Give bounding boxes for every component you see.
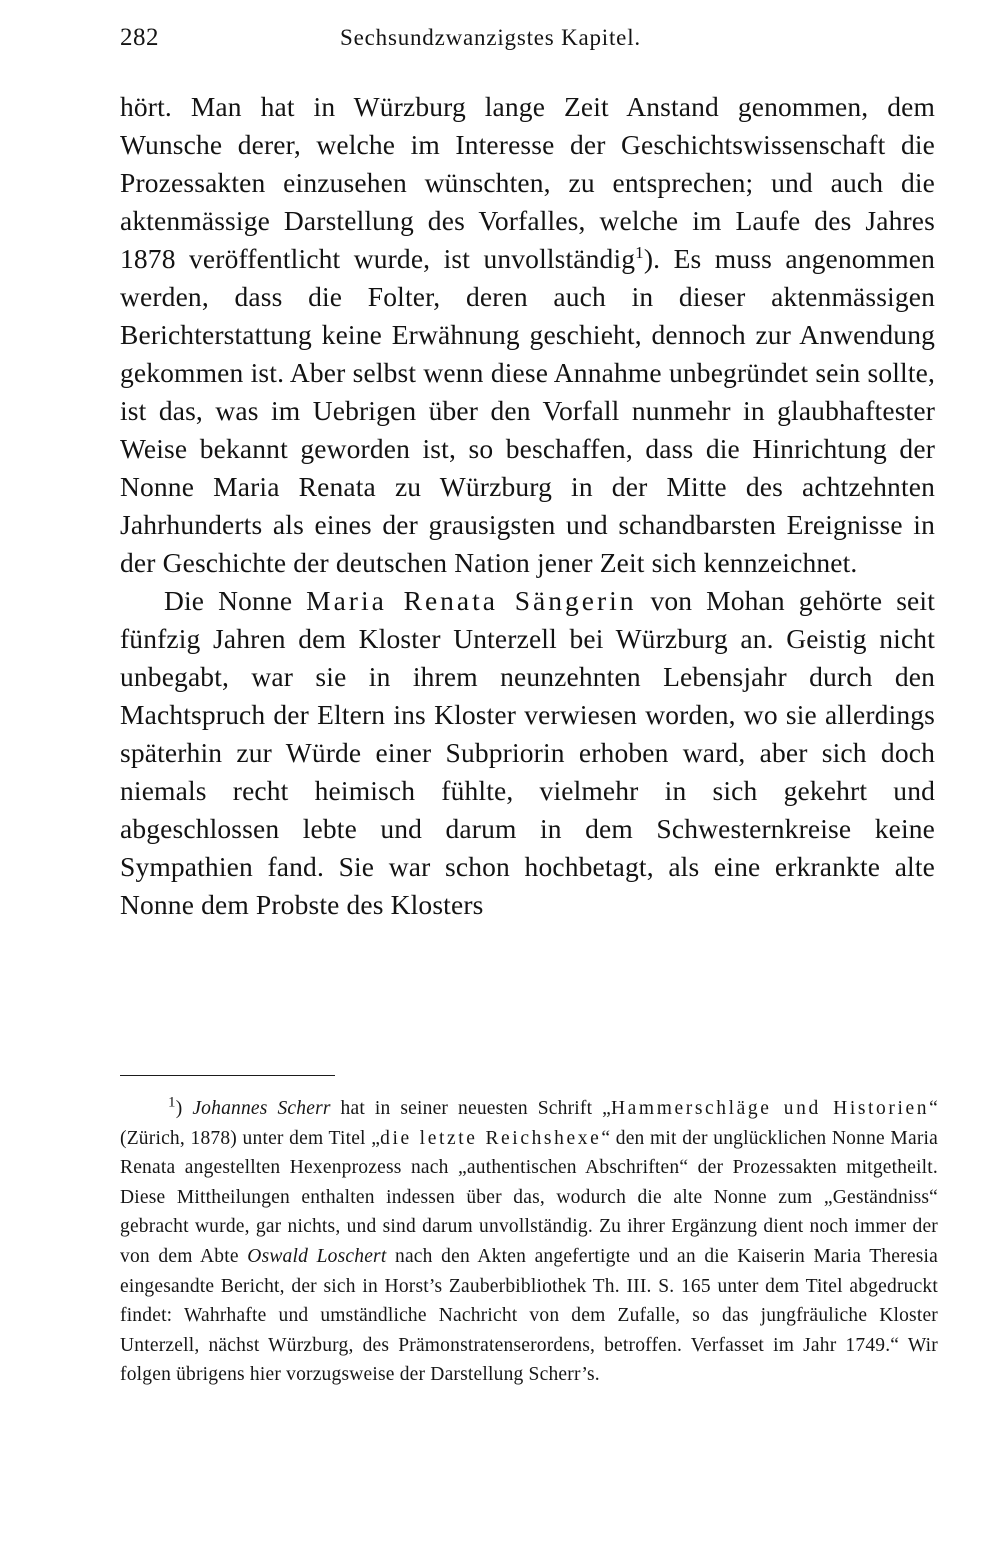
footnote-1 <box>120 1094 938 1390</box>
body-text <box>120 88 935 924</box>
footnote-paren: ) <box>175 1098 193 1119</box>
footnote-text-3: “ den mit der unglücklichen Nonne Maria Renata angestellten Hexenprozess nach „authentischen Abschriften“ der Prozessakten mitgetheilt. Diese Mittheilungen enthalten indessen über das, wodurch die alte Nonne zum „Geständniss“ gebracht wurde, gar nichts, und sind darum unvollständig. Zu ihrer Ergänzung dient noch immer der von dem Abte <box>120 1127 938 1267</box>
paragraph-2-lead: Die Nonne <box>164 585 307 616</box>
nun-name: Maria Renata Sängerin <box>306 585 637 616</box>
footnote-work-title: Hammerschläge und Historien <box>611 1098 930 1119</box>
paragraph-2-rest: von Mohan gehörte seit fünfzig Jahren dem Kloster Unterzell bei Würzburg an. Geistig nicht unbegabt, war sie in ihrem neunzehnten Lebensjahr durch den Machtspruch der Eltern ins Kloster verwiesen worden, wo sie allerdings späterhin zur Würde einer Subpriorin erhoben ward, aber sich doch niemals recht heimisch fühlte, vielmehr in sich gekehrt und abgeschlossen lebte und darum in dem Schwesternkreise keine Sympathien fand. Sie war schon hochbetagt, als eine erkrankte alte Nonne dem Probste des Klosters <box>120 585 935 920</box>
running-head <box>120 24 880 58</box>
footnote-reference[interactable]: 1 <box>635 242 644 262</box>
footnote-marker: 1 <box>168 1094 176 1111</box>
footnote-text-1: hat in seiner neuesten Schrift „ <box>330 1098 611 1119</box>
footnote-block <box>120 1094 938 1390</box>
paragraph-2 <box>120 582 935 924</box>
footnote-author: Johannes Scherr <box>192 1098 331 1119</box>
chapter-title: Sechsundzwanzigstes Kapitel. <box>340 25 641 50</box>
paragraph-1-text: hört. Man hat in Würzburg lange Zeit Anstand genommen, dem Wunsche derer, welche im Interesse der Geschichtswissenschaft die Prozessakten einzusehen wünschten, zu entsprechen; und auch die aktenmässige Darstellung des Vorfalles, welche im Laufe des Jahres 1878 veröffentlicht wurde, ist unvollständig <box>120 91 935 274</box>
page-number: 282 <box>120 24 159 51</box>
footnote-text-2: “ (Zürich, 1878) unter dem Titel „ <box>120 1098 938 1149</box>
footnote-abbot-name: Oswald Loschert <box>247 1245 387 1267</box>
footnote-divider <box>120 1075 335 1076</box>
footnote-chapter-title: die letzte Reichshexe <box>380 1127 602 1149</box>
paragraph-1-continued: ). Es muss angenommen werden, dass die Folter, deren auch in dieser aktenmässigen Berichterstattung keine Erwähnung geschieht, dennoch zur Anwendung gekommen ist. Aber selbst wenn diese Annahme unbegründet sein sollte, ist das, was im Uebrigen über den Vorfall nunmehr in glaubhaftester Weise bekannt geworden ist, so beschaffen, dass die Hinrichtung der Nonne Maria Renata zu Würzburg in der Mitte des achtzehnten Jahrhunderts als eines der grausigsten und schandbarsten Ereignisse in der Geschichte der deutschen Nation jener Zeit sich kennzeichnet. <box>120 243 936 578</box>
paragraph-1 <box>120 88 935 582</box>
footnote-text-4: nach den Akten angefertigte und an die Kaiserin Maria Theresia eingesandte Bericht, der sich in Horst’s Zauberbibliothek Th. III. S. 165 unter dem Titel abgedruckt findet: Wahrhafte und umständliche Nachricht von dem Zufalle, so das jungfräuliche Kloster Unterzell, nächst Würzburg, des Prämonstratenserordens, betroffen. Verfasset im Jahr 1749.“ Wir folgen übrigens hier vorzugsweise der Darstellung Scherr’s. <box>120 1245 938 1386</box>
